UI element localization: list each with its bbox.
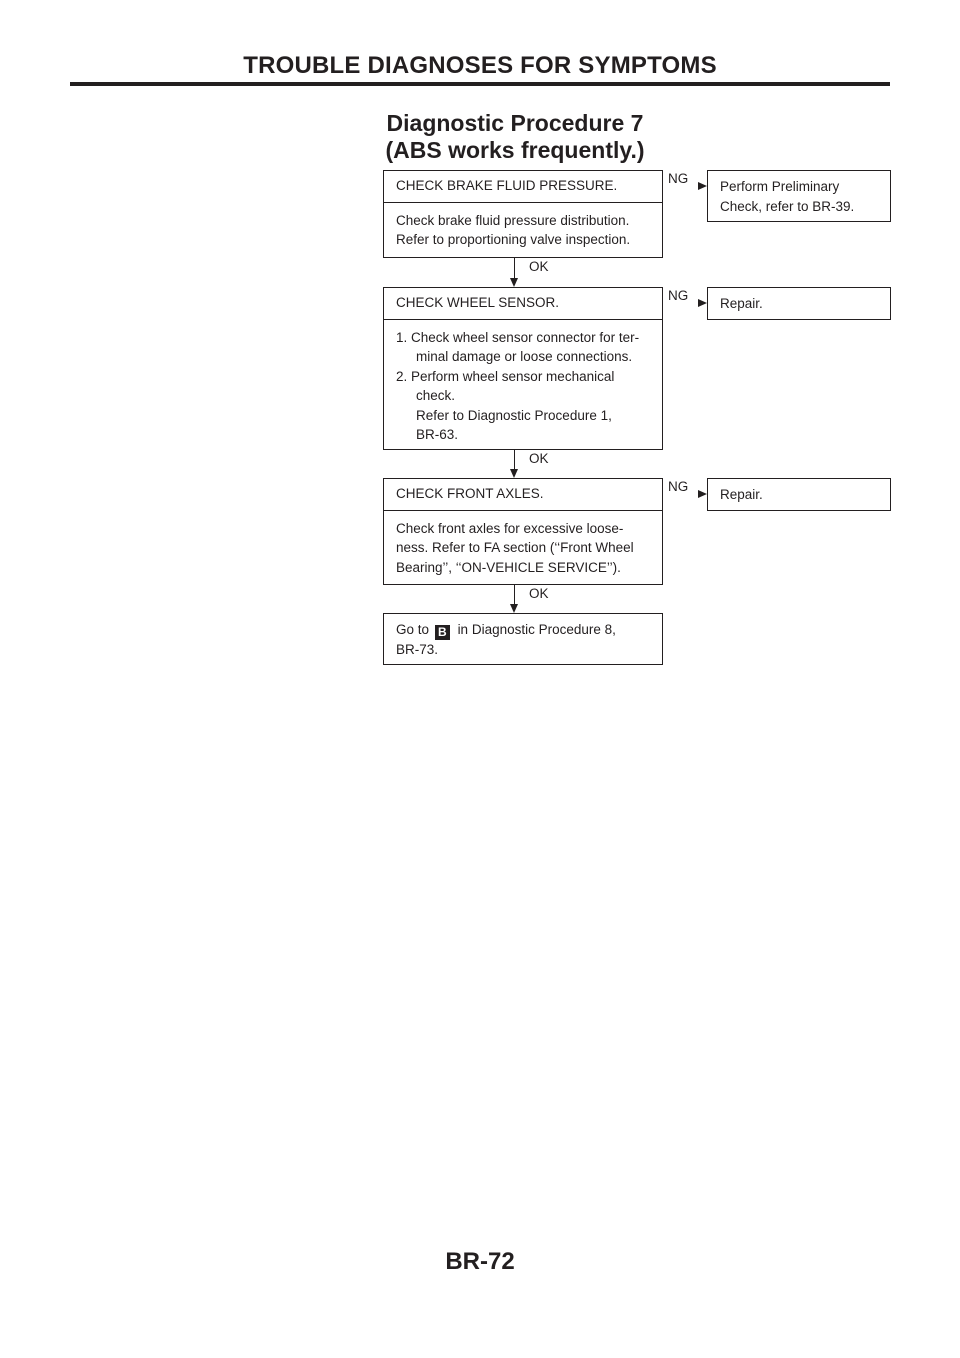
step1-ng-action-line: Check, refer to BR-39.	[720, 198, 855, 214]
step2-line: minal damage or loose connections.	[416, 349, 633, 364]
step3-ok-connector	[514, 585, 515, 604]
step3-ok-label: OK	[529, 586, 549, 601]
step1-ng-label: NG	[668, 171, 689, 186]
step1-ng-action	[708, 171, 890, 222]
step2-box	[383, 287, 663, 450]
step3-ng-action: Repair.	[720, 487, 763, 502]
step4-line2: BR-73.	[396, 642, 439, 657]
step1-ok-arrow	[510, 278, 518, 287]
step1-line: Check brake fluid pressure distribution.	[396, 212, 630, 228]
step2-ok-connector	[514, 450, 515, 469]
step4-text	[384, 614, 662, 666]
step2-line: Refer to Diagnostic Procedure 1,	[416, 407, 612, 423]
step3-ok-arrow	[510, 604, 518, 613]
step1-heading: CHECK BRAKE FLUID PRESSURE.	[384, 171, 662, 203]
step2-body	[384, 320, 662, 451]
step3-line: Check front axles for excessive loose-	[396, 520, 624, 536]
step3-heading: CHECK FRONT AXLES.	[384, 479, 662, 511]
step3-line: Bearing’’, ‘‘ON-VEHICLE SERVICE’’).	[396, 559, 621, 575]
step1-ok-connector	[514, 258, 515, 278]
step3-body	[384, 511, 662, 584]
step2-ng-arrow	[698, 299, 707, 307]
procedure-title	[330, 110, 700, 164]
step4-suffix: in Diagnostic Procedure 8,	[457, 622, 616, 637]
step2-ng-action: Repair.	[720, 296, 763, 311]
step3-line: ness. Refer to FA section (‘‘Front Wheel	[396, 540, 634, 555]
step4-box	[383, 613, 663, 665]
step1-ok-label: OK	[529, 259, 549, 274]
procedure-b-marker-icon: B	[435, 625, 450, 640]
step3-ng-label: NG	[668, 479, 689, 494]
step2-line: check.	[416, 388, 456, 403]
header-rule	[70, 82, 890, 86]
step4-prefix: Go to	[396, 622, 430, 637]
step3-ng-arrow	[698, 490, 707, 498]
step2-line: 2. Perform wheel sensor mechanical	[396, 368, 615, 384]
step3-ng-action-box	[707, 478, 891, 511]
step2-ng-label: NG	[668, 288, 689, 303]
step2-heading: CHECK WHEEL SENSOR.	[384, 288, 662, 320]
step1-ng-action-box	[707, 170, 891, 222]
step1-line: Refer to proportioning valve inspection.	[396, 232, 631, 247]
step1-ng-action-line: Perform Preliminary	[720, 179, 840, 194]
procedure-title-line2: (ABS works frequently.)	[385, 137, 645, 163]
page-header-title: TROUBLE DIAGNOSES FOR SYMPTOMS	[243, 52, 717, 79]
step3-box	[383, 478, 663, 585]
step2-ng-action-box	[707, 287, 891, 320]
step2-line: BR-63.	[416, 427, 459, 442]
step1-body	[384, 203, 662, 256]
step1-ng-arrow	[698, 182, 707, 190]
step1-box	[383, 170, 663, 258]
step2-line: 1. Check wheel sensor connector for ter-	[396, 329, 640, 345]
page-number: BR-72	[445, 1248, 515, 1275]
procedure-title-line1: Diagnostic Procedure 7	[386, 110, 644, 136]
step2-ok-arrow	[510, 469, 518, 478]
step2-ok-label: OK	[529, 451, 549, 466]
